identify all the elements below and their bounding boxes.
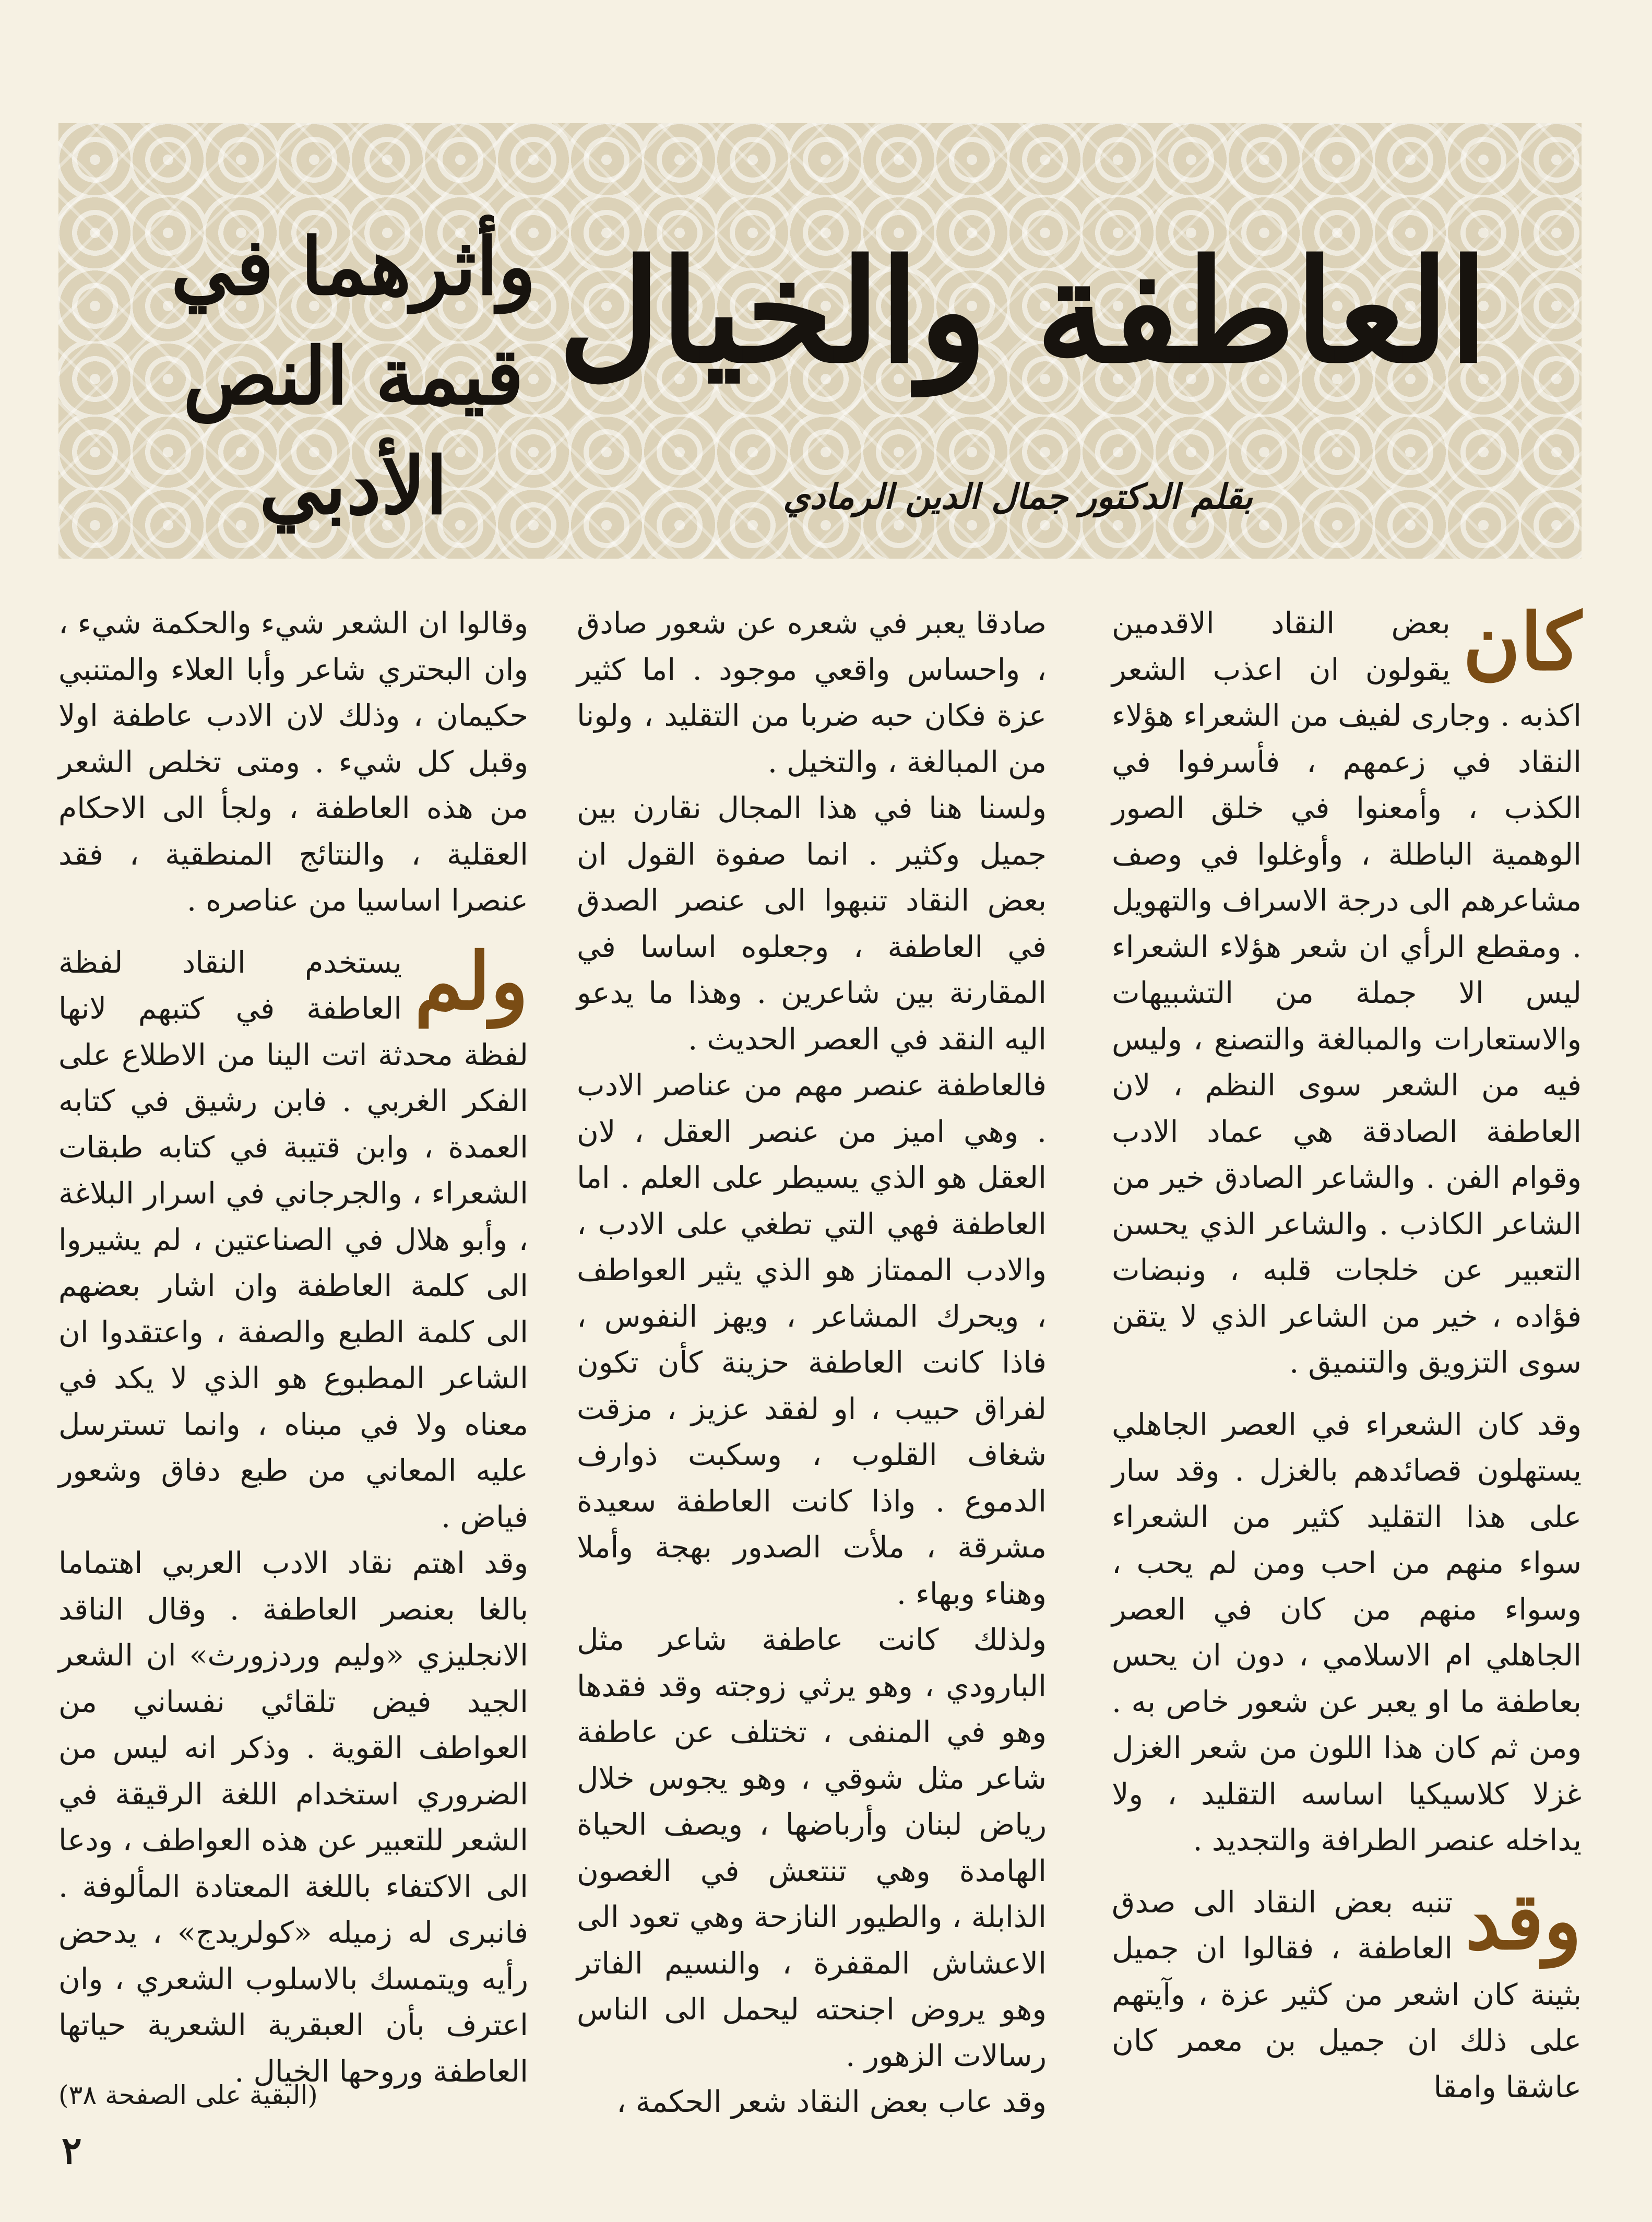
paragraph (58, 600, 528, 924)
continuation-note: (البقية على الصفحة ٣٨) (58, 2080, 318, 2110)
page-number: ٢ (62, 2128, 82, 2172)
paragraph (577, 2079, 1047, 2125)
paragraph (577, 785, 1047, 1062)
paragraph (58, 935, 528, 1541)
title-banner (58, 123, 1582, 559)
paragraph (1112, 1875, 1582, 2111)
paragraph (577, 1062, 1047, 1617)
article-title: العاطفة والخيال (558, 228, 1488, 394)
paragraph (577, 600, 1047, 785)
paragraph-text: بعض النقاد الاقدمين يقولون ان اعذب الشعر اكذبه . وجارى لفيف من الشعراء هؤلاء النقاد في زعمهم ، فأسرفوا في الكذب ، وأمعنوا في خلق الصور الوهمية الباطلة ، وأوغلوا في وصف مشاعرهم الى درجة الاسراف والتهويل . ومقطع الرأي ان شعر هؤلاء الشعراء ليس الا جملة من التشبيهات والاستعارات والمبالغة والتصنع ، وليس فيه من الشعر سوى النظم ، لان العاطفة الصادقة هي عماد الادب وقوام الفن . والشاعر الصادق خير من الشاعر الكاذب . والشاعر الذي يحسن التعبير عن خلجات قلبه ، ونبضات فؤاده ، خير من الشاعر الذي لا يتقن سوى التزويق والتنميق . (1112, 606, 1582, 1380)
paragraph-text: ولذلك كانت عاطفة شاعر مثل البارودي ، وهو يرثي زوجته وقد فقدها وهو في المنفى ، تختلف عن عاطفة شاعر مثل شوقي ، وهو يجوس خلال رياض لبنان وأرباضها ، ويصف الحياة الهامدة وهي تنتعش في الغصون الذابلة ، والطيور النازحة وهي تعود الى الاعشاش المقفرة ، والنسيم الفاتر وهو يروض اجنحته ليحمل الى الناس رسالات الزهور . (577, 1623, 1047, 2073)
drop-cap: كان (1463, 596, 1582, 688)
paragraph (577, 1617, 1047, 2079)
paragraph-text: ولسنا هنا في هذا المجال نقارن بين جميل وكثير . انما صفوة القول ان بعض النقاد تنبهوا الى عنصر الصدق في العاطفة ، وجعلوه اساسا في المقارنة بين شاعرين . وهذا ما يدعو اليه النقد في العصر الحديث . (577, 791, 1047, 1057)
drop-cap: ولم (414, 935, 528, 1027)
paragraph (1112, 1402, 1582, 1864)
paragraph-text: وقالوا ان الشعر شيء والحكمة شيء ، وان البحتري شاعر وأبا العلاء والمتنبي حكيمان ، وذلك لان الادب عاطفة اولا وقبل كل شيء . ومتى تخلص الشعر من هذه العاطفة ، ولجأ الى الاحكام العقلية ، والنتائج المنطقية ، فقد عنصرا اساسيا من عناصره . (58, 606, 528, 918)
paragraph-text: يستخدم النقاد لفظة العاطفة في كتبهم لانها لفظة محدثة اتت الينا من الاطلاع على الفكر الغربي . فابن رشيق في كتابه العمدة ، وابن قتيبة في كتابه طبقات الشعراء ، والجرجاني في اسرار البلاغة ، وأبو هلال في الصناعتين ، لم يشيروا الى كلمة العاطفة وان اشار بعضهم الى كلمة الطبع والصفة ، واعتقدوا ان الشاعر المطبوع هو الذي لا يكد في معناه ولا في مبناه ، وانما تسترسل عليه المعاني من طبع دفاق وشعور فياض . (58, 945, 528, 1534)
paragraph-text: وقد عاب بعض النقاد شعر الحكمة ، (616, 2085, 1047, 2119)
text-column-middle (577, 600, 1047, 2125)
paragraph-text: وقد اهتم نقاد الادب العربي اهتماما بالغا بعنصر العاطفة . وقال الناقد الانجليزي «وليم وردزورث» ان الشعر الجيد فيض تلقائي نفساني من العواطف القوية . وذكر انه ليس من الضروري استخدام اللغة الرقيقة في الشعر للتعبير عن هذه العواطف ، ودعا الى الاكتفاء باللغة المعتادة المألوفة . فانبرى له زميله «كولريدج» ، يدحض رأيه ويتمسك بالاسلوب الشعري ، وان اعترف بأن العبقرية الشعرية حياتها العاطفة وروحها الخيال . (58, 1546, 528, 2089)
author-byline: بقلم الدكتور جمال الدين الرمادي (783, 476, 1253, 517)
text-column-right (1112, 596, 1582, 2110)
drop-cap: وقد (1465, 1875, 1582, 1967)
paragraph-text: صادقا يعبر في شعره عن شعور صادق ، واحساس واقعي موجود . اما كثير عزة فكان حبه ضربا من التقليد ، ولونا من المبالغة ، والتخيل . (577, 606, 1047, 779)
article-subtitle: وأثرهما في قيمة النص الأدبي (171, 221, 536, 532)
paragraph (58, 1540, 528, 2095)
paragraph-text: تنبه بعض النقاد الى صدق العاطفة ، فقالوا ان جميل بثينة كان اشعر من كثير عزة ، وآيتهم على ذلك ان جميل بن معمر كان عاشقا وامقا (1112, 1885, 1582, 2105)
paragraph-text: فالعاطفة عنصر مهم من عناصر الادب . وهي اميز من عنصر العقل ، لان العقل هو الذي يسيطر على العلم . اما العاطفة فهي التي تطغي على الادب ، والادب الممتاز هو الذي يثير العواطف ، ويحرك المشاعر ، ويهز النفوس ، فاذا كانت العاطفة حزينة كأن تكون لفراق حبيب ، او لفقد عزيز ، مزقت شغاف القلوب ، وسكبت ذوارف الدموع . واذا كانت العاطفة سعيدة مشرقة ، ملأت الصدور بهجة وأملا وهناء وبهاء . (577, 1068, 1047, 1611)
paragraph (1112, 596, 1582, 1386)
text-column-left (58, 600, 528, 2095)
paragraph-text: وقد كان الشعراء في العصر الجاهلي يستهلون قصائدهم بالغزل . وقد سار على هذا التقليد كثير من الشعراء سواء منهم من احب ومن لم يحب ، وسواء منهم من كان في العصر الجاهلي ام الاسلامي ، دون ان يحس بعاطفة ما او يعبر عن شعور خاص به . ومن ثم كان هذا اللون من شعر الغزل غزلا كلاسيكيا اساسه التقليد ، ولا يداخله عنصر الطرافة والتجديد . (1112, 1407, 1582, 1858)
